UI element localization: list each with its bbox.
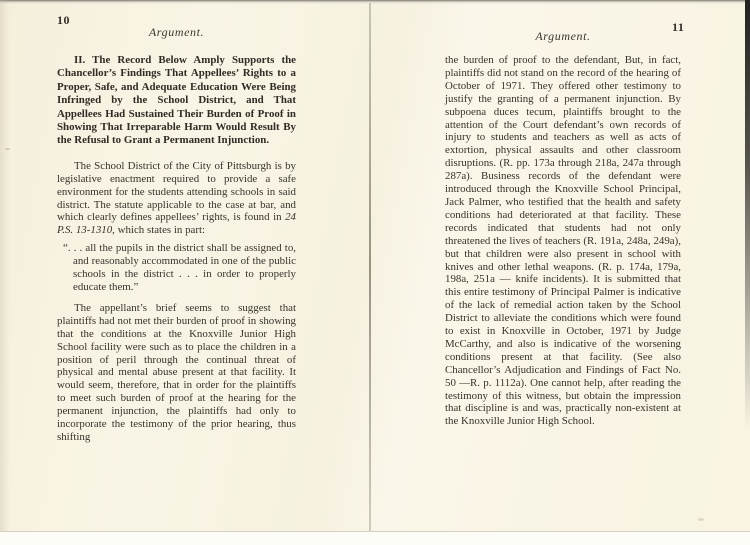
statute-citation: 24 P.S. 13-1310 [57,211,296,237]
right-page-number: 11 [672,20,685,34]
right-page [372,0,747,532]
bottom-page-edge [0,531,750,545]
top-edge-shadow [0,0,750,4]
statute-block-quote: “. . . all the pupils in the district shall be assigned to, and reasonably accommodated in one of the public schools in the district . . . in order to properly educate them.” [63,242,296,293]
page-gutter-line [369,3,371,531]
right-text-column [445,54,681,428]
left-page [0,0,370,532]
scan-speck [5,148,10,150]
right-edge-shadow [745,0,750,430]
right-running-header: Argument. [535,29,591,43]
left-page-number: 10 [57,13,70,27]
paragraph-appellants-brief: The appellant’s brief seems to suggest that plaintiffs had not met their burden of proof in showing that the conditions at the Knoxville Junior High School facility were such as to place the children in a position of peril through the continual threat of physical and mental abuse present at that facility. It would seem, therefore, that in order for the plaintiffs to meet such burden of proof at the hearing for the permanent injunction, the plaintiffs had only to incorporate the testimony of the prior hearing, thus shifting [57,301,296,443]
scan-speck [698,518,704,521]
left-edge-shade [0,0,10,532]
paragraph-school-district [57,160,296,237]
paragraph-burden-of-proof: the burden of proof to the defendant, But, in fact, plaintiffs did not stand on the record of the hearing of October of 1971. They offered other testimony to justify the granting of a permanent injunction. By subpoena duces tecum, plaintiffs brought to the attention of the Court defendant’s own records of injury to students and teachers as well as acts of extortion, physical assaults and other classroom disruptions. (R. pp. 173a through 218a, 247a through 287a). Business records of the defendant were introduced through the Knoxville School Principal, Jack Palmer, who testified that the health and safety conditions had deteriorated at that facility. These records indicated that students had not only threatened the lives of teachers (R. 191a, 248a, 249a), but that children were also present in school with knives and other lethal weapons. (R. p. 174a, 179a, 198a, 251a — knife incidents). It is submitted that this entire testimony of Principal Palmer is indicative of the lack of remedial action taken by the School District to alleviate the conditions which were found to exist in Knoxville in October, 1971 by Judge McCarthy, and also is indicative of the worsening conditions present at that facility. (See also Chancellor’s Adjudication and Findings of Fact No. 50 —R. p. 1112a). One cannot help, after reading the testimony of this witness, but obtain the impression that discipline is and was, practically non-existent at the Knoxville Junior High School. [445,54,681,428]
left-running-header: Argument. [148,25,205,39]
argument-section-heading: II. The Record Below Amply Supports the Chancellor’s Findings That Appellees’ Rights to a Proper, Safe, and Adequate Education Were Being Infringed by the School District, and That Appellees Had Sustained Their Burden of Proof in Showing That Irreparable Harm Would Result By the Refusal to Grant a Permanent Injunction. [57,54,296,147]
paragraph-text: , which states in part: [112,224,206,237]
left-text-column [57,54,296,444]
paragraph-text: The School District of the City of Pittsburgh is by legislative enactment required to provide a safe environment for the students attending schools in said district. The statute applicable to the case at bar, and which clearly defines appellees’ rights, is found in [57,159,296,224]
